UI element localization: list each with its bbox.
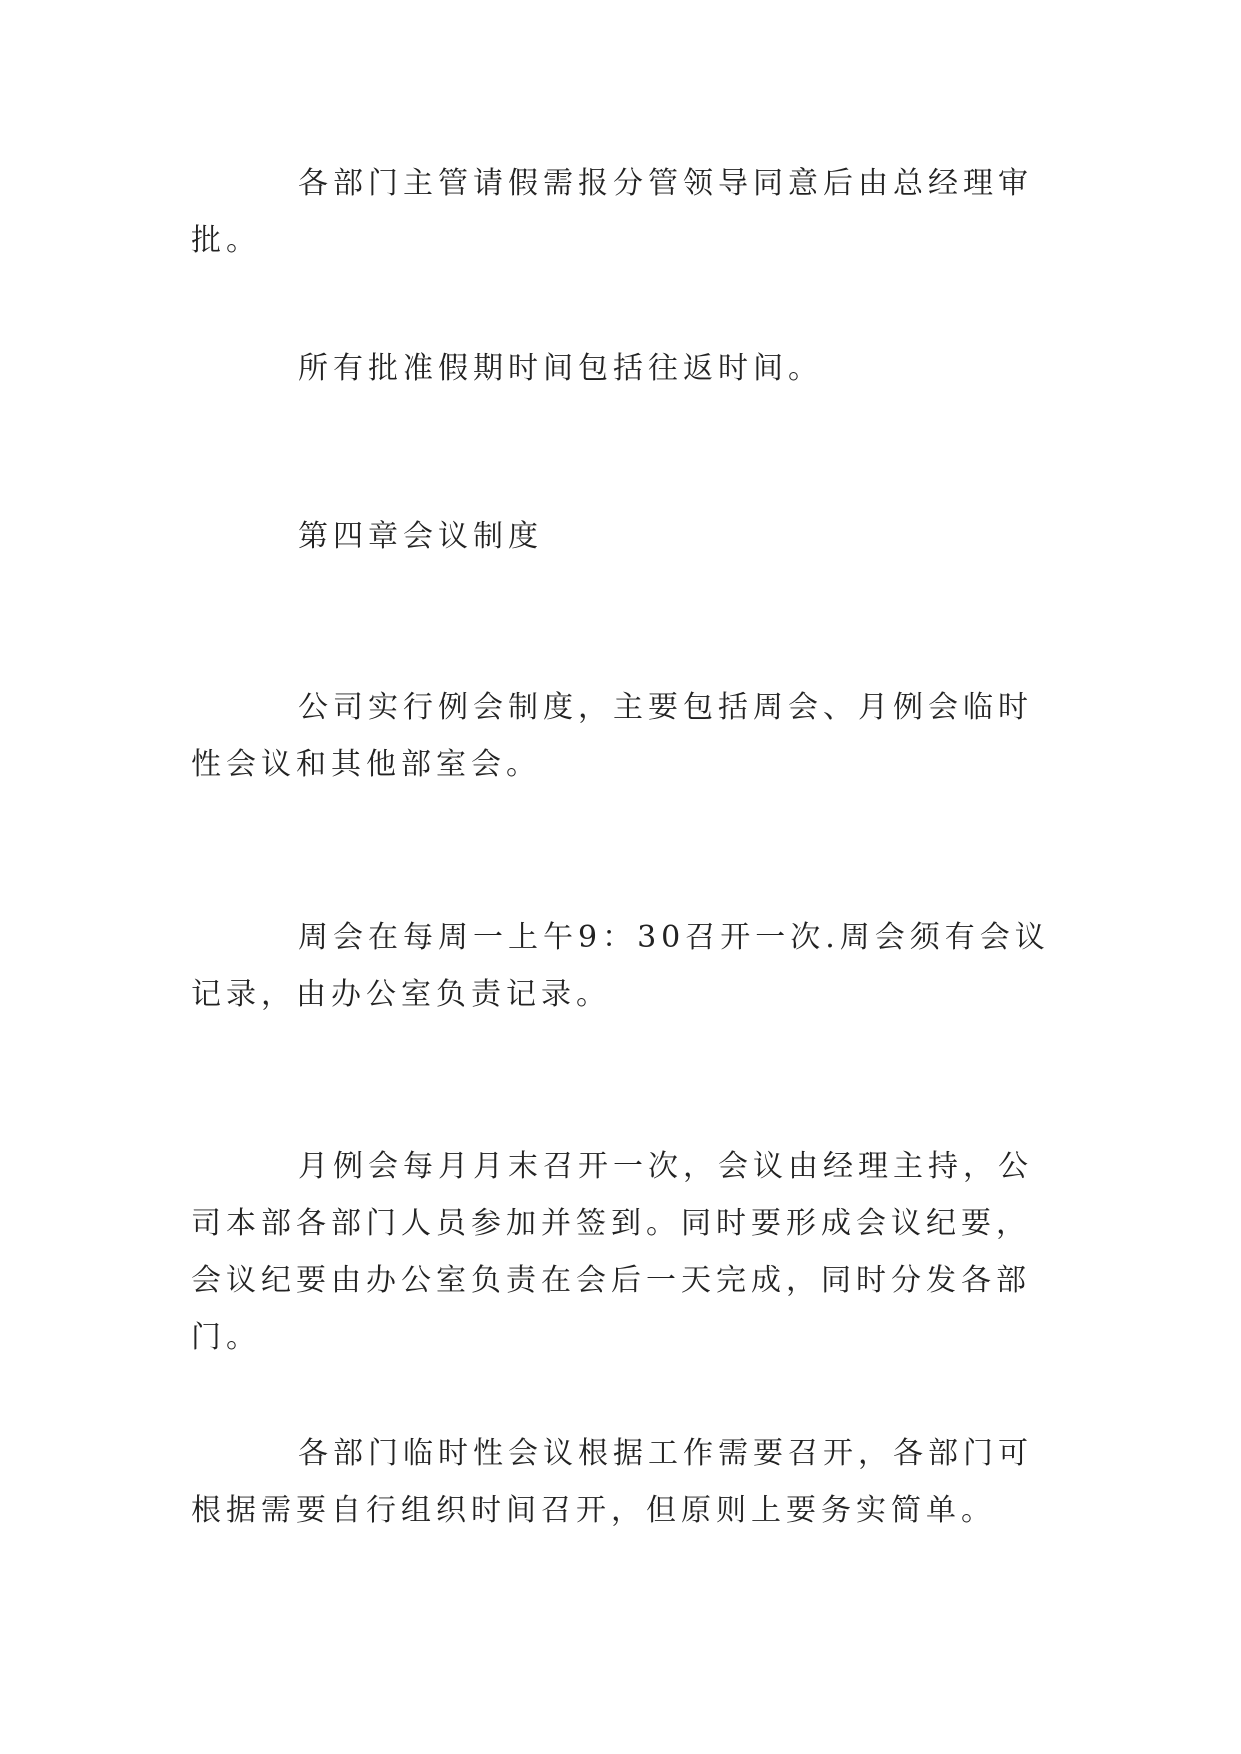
chapter-heading: 第四章会议制度: [298, 519, 543, 554]
paragraph-meeting-system: 公司实行例会制度，主要包括周会、月例会临时性会议和其他部室会。: [191, 690, 1033, 782]
paragraph-leave-approval: 各部门主管请假需报分管领导同意后由总经理审批。: [191, 166, 1033, 258]
paragraph-weekly-meeting: 周会在每周一上午9：30召开一次.周会须有会议记录，由办公室负责记录。: [191, 920, 1050, 1012]
paragraph-leave-duration: 所有批准假期时间包括往返时间。: [298, 351, 823, 386]
paragraph-monthly-meeting: 月例会每月月末召开一次，会议由经理主持，公司本部各部门人员参加并签到。同时要形成会议纪要，会议纪要由办公室负责在会后一天完成，同时分发各部门。: [191, 1149, 1033, 1355]
paragraph-temporary-meeting: 各部门临时性会议根据工作需要召开，各部门可根据需要自行组织时间召开，但原则上要务实简单。: [191, 1436, 1033, 1528]
